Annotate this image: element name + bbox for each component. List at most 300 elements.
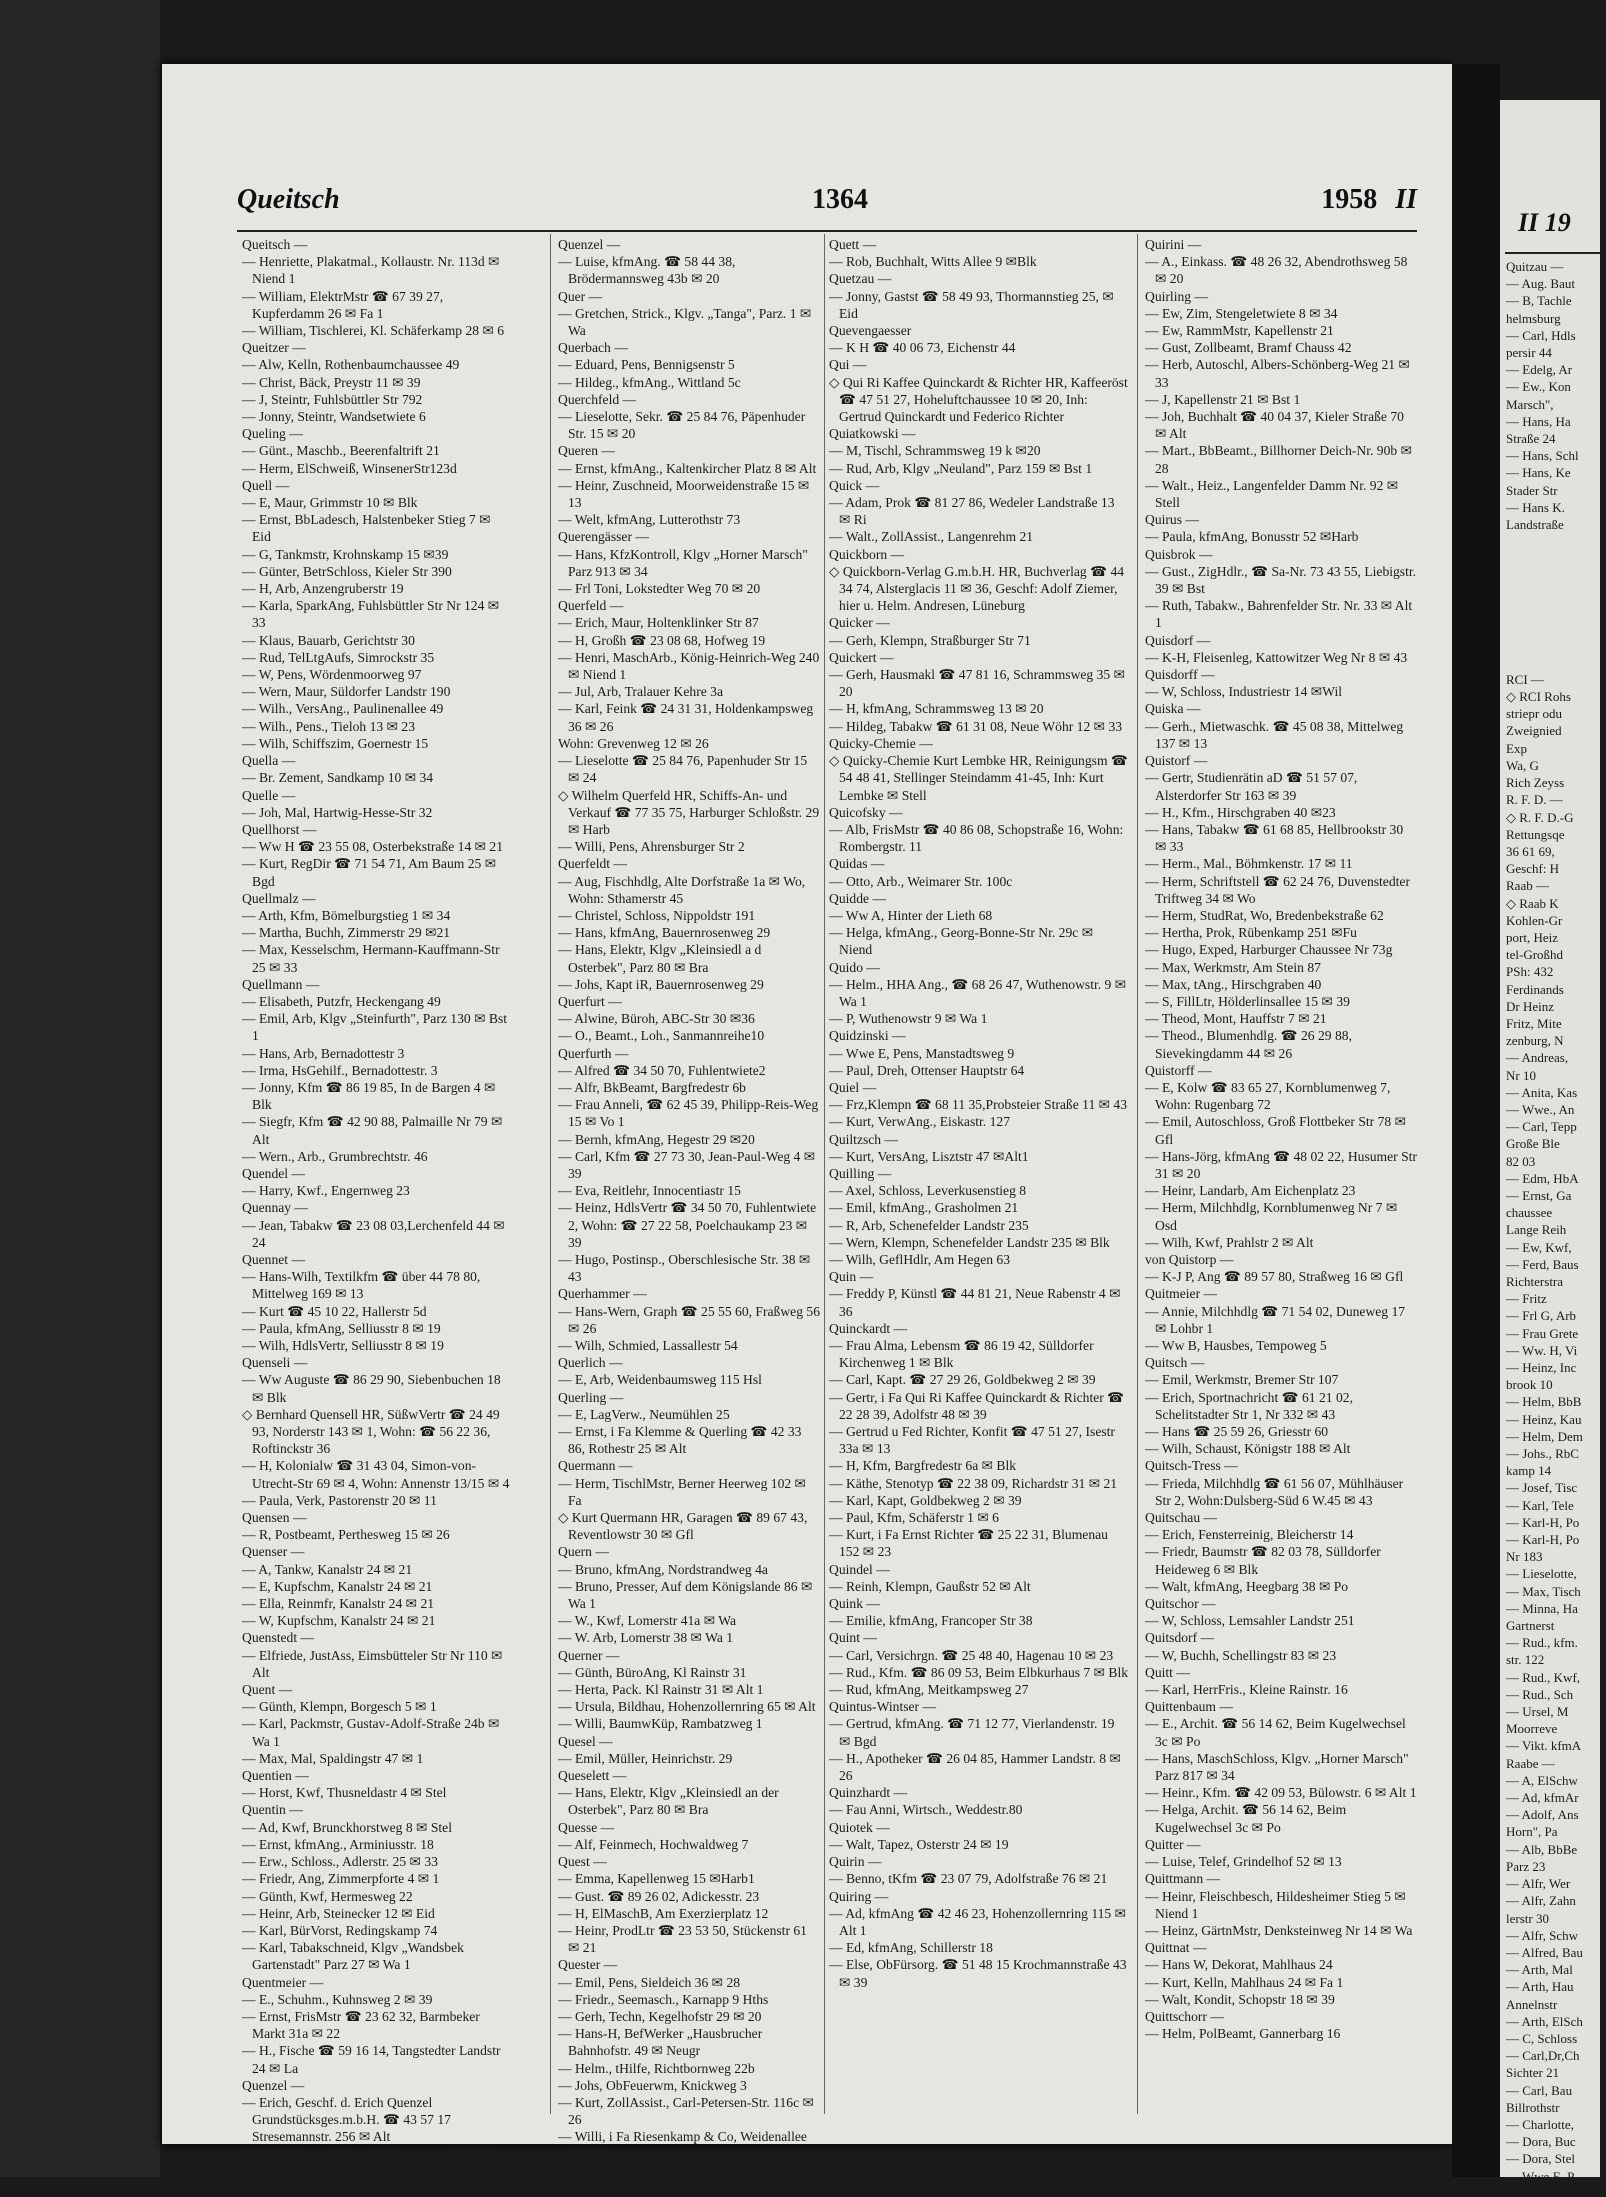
directory-entry: — Theod, Mont, Hauffstr 7 ✉ 21 [1145,1011,1327,1027]
facing-page-line: Dr Heinz [1506,998,1555,1014]
facing-page-line: — Carl, Bau [1506,2082,1573,2098]
facing-page-line: ◇ R. F. D.-G [1506,809,1574,825]
column-divider [1137,234,1138,2114]
directory-entry: — Karla, SparkAng, Fuhlsbüttler Str Nr 124 ✉ 33 [242,598,500,631]
directory-entry: — Paula, kfmAng, Selliusstr 8 ✉ 19 [242,1320,441,1336]
directory-entry: — H, Kfm, Bargfredestr 6a ✉ Blk [829,1458,1017,1474]
directory-entry: — M, Tischl, Schrammsweg 19 k ✉20 [829,443,1041,459]
directory-entry: — Erw., Schloss., Adlerstr. 25 ✉ 33 [242,1854,438,1870]
surname-heading: Quella — [242,753,296,769]
directory-entry: — Heinr, ProdLtr ☎ 23 53 50, Stückenstr 61 ✉ 21 [558,1922,807,1956]
facing-page-line: — Helm, BbB [1506,1394,1582,1410]
directory-entry: — Luise, kfmAng. ☎ 58 44 38, Brödermannsweg 43b ✉ 20 [558,254,736,287]
facing-page-line: — Arth, ElSch [1506,2013,1583,2029]
facing-page-line: — Alb, BbBe [1506,1841,1578,1857]
facing-page-line [1506,533,1606,550]
facing-page-line: — Alfr, Schw [1506,1927,1579,1943]
facing-page-line: Stader Str [1506,482,1558,498]
directory-entry: — Wilh, HdlsVertr, Selliusstr 8 ✉ 19 [242,1338,444,1353]
directory-entry: — Emil, Pens, Sieldeich 36 ✉ 28 [558,1974,741,1990]
surname-heading: Quenser — [242,1544,305,1560]
directory-entry: — Mart., BbBeamt., Billhorner Deich-Nr. 90b ✉ 28 [1145,443,1412,476]
directory-entry: — G, Tankmstr, Krohnskamp 15 ✉39 [242,546,449,562]
facing-page-line: PSh: 432 [1506,964,1554,980]
facing-page-line: — Hans, Ke [1506,465,1571,481]
directory-entry: — Erich, Maur, Holtenklinker Str 87 [558,615,759,631]
directory-entry: — Bruno, kfmAng, Nordstrandweg 4a [558,1561,768,1577]
facing-page-line: — Karl-H, Po [1506,1532,1580,1548]
surname-heading: Quest — [558,1854,607,1870]
directory-entry: — Harry, Kwf., Engernweg 23 [242,1183,410,1199]
facing-page-line: — Charlotte, [1506,2116,1574,2132]
directory-entry: — Willi, i Fa Riesenkamp & Co, Weidenallee 61 ✉ 6 [558,2129,807,2162]
facing-page-line: — Rud., Sch [1506,1686,1574,1702]
directory-entry: — Karl, Tabakschneid, Klgv „Wandsbek Gartenstadt" Parz 27 ✉ Wa 1 [242,1940,464,1973]
directory-entry: — Heinr, Landarb, Am Eichenplatz 23 [1145,1183,1356,1199]
surname-heading: Quitschau — [1145,1510,1218,1526]
directory-entry: — Gertrud, kfmAng. ☎ 71 12 77, Vierlandenstr. 19 ✉ Bgd [829,1716,1115,1749]
directory-entry: — Jean, Tabakw ☎ 23 08 03,Lerchenfeld 44 ✉ 24 [242,1217,505,1250]
directory-entry: — Gust. ☎ 89 26 02, Adickesstr. 23 [558,1888,760,1904]
directory-entry: — Aug, Fischhdlg, Alte Dorfstraße 1a ✉ Wo, Wohn: Sthamerstr 45 [558,873,806,906]
surname-heading: Quitsch — [1145,1355,1205,1371]
surname-heading: Queren — [558,443,615,459]
facing-page-line: Geschf: H [1506,861,1560,877]
directory-entry: — Karl, BürVorst, Redingskamp 74 [242,1922,438,1938]
facing-page-line: — Ww. H, Vi [1506,1342,1578,1358]
surname-heading: Quiltzsch — [829,1131,899,1147]
directory-entry: — Günth, Klempn, Borgesch 5 ✉ 1 [242,1699,437,1715]
surname-heading: Quentien — [242,1768,309,1784]
directory-entry: — Heinr., Kfm. ☎ 42 09 53, Bülowstr. 6 ✉ Alt 1 [1145,1785,1417,1801]
directory-entry: — Paula, kfmAng, Bonusstr 52 ✉Harb [1145,529,1359,545]
directory-entry: — Paula, Verk, Pastorenstr 20 ✉ 11 [242,1492,437,1508]
facing-page-line: Gartnerst [1506,1618,1555,1634]
facing-page-line: — Wwe E, P [1506,2168,1575,2184]
directory-entry: — Emil, Arb, Klgv „Steinfurth", Parz 130 ✉ Bst 1 [242,1011,508,1044]
directory-entry: — Friedr., Seemasch., Karnapp 9 Hths [558,1991,769,2007]
directory-entry: — Herm, Schriftstell ☎ 62 24 76, Duvenstedter Triftweg 34 ✉ Wo [1145,873,1410,906]
directory-entry: — Elfriede, JustAss, Eimsbütteler Str Nr 110 ✉ Alt [242,1647,503,1680]
facing-page-line: — Anita, Kas [1506,1084,1578,1100]
surname-heading: Quittenbaum — [1145,1699,1233,1715]
directory-entry: — Erich, Fensterreinig, Bleicherstr 14 [1145,1527,1354,1543]
facing-page-line: ◇ Raab K [1506,895,1559,911]
directory-entry: — Emil, Müller, Heinrichstr. 29 [558,1750,733,1766]
surname-heading: Querengässer — [558,529,649,545]
facing-page-line: — Josef, Tisc [1506,1480,1578,1496]
directory-entry: — W., Kwf, Lomerstr 41a ✉ Wa [558,1613,737,1629]
surname-heading: Quicofsky — [829,804,903,820]
facing-page-line: — Adolf, Ans [1506,1807,1579,1823]
directory-entry: — Gertr, Studienrätin aD ☎ 51 57 07, Alsterdorfer Str 163 ✉ 39 [1145,770,1358,803]
directory-entry: — Ernst, BbLadesch, Halstenbeker Stieg 7 ✉ Eid [242,512,491,545]
facing-page-line: — Rud., Kwf, [1506,1669,1581,1685]
facing-page [1500,100,1600,2184]
directory-entry: — Horst, Kwf, Thusneldastr 4 ✉ Stel [242,1785,447,1801]
facing-page-line: — Max, Tisch [1506,1583,1581,1599]
surname-heading: Quendel — [242,1165,306,1181]
directory-entry: — Br. Zement, Sandkamp 10 ✉ 34 [242,770,434,786]
directory-entry: — Gust, Zollbeamt, Bramf Chauss 42 [1145,340,1352,356]
surname-heading: Questschke — [558,2163,638,2179]
surname-heading: Quidas — [829,856,885,872]
facing-page-line: Kohlen-Gr [1506,912,1563,928]
surname-heading: Quisbrok — [1145,546,1213,562]
facing-page-line: — Carl, Hdls [1506,327,1576,343]
facing-page-line: — B, Tachle [1506,293,1572,309]
surname-heading: Querbach — [558,340,628,356]
directory-entry: — Erich, Geschf. d. Erich Quenzel Grundstücksges.m.b.H. ☎ 43 57 17 Stresemannstr. 256 ✉ Alt [242,2094,451,2145]
directory-entry: — Wilh, Kwf, Prahlstr 2 ✉ Alt [1145,1234,1314,1250]
directory-entry: — Gertrud u Fed Richter, Konfit ☎ 47 51 27, Isestr 33a ✉ 13 [829,1424,1115,1457]
directory-entry: — Max, tAng., Hirschgraben 40 [1145,976,1322,992]
directory-entry: — Irma, HsGehilf., Bernadottestr. 3 [242,1062,438,1078]
directory-entry: — Gretchen, Strick., Klgv. „Tanga", Parz. 1 ✉ Wa [558,305,812,339]
directory-entry: — Johs, Kapt iR, Bauernrosenweg 29 [558,976,764,992]
facing-page-line: — Alfr, Wer [1506,1876,1571,1892]
directory-entry: — Paul, Kfm, Schäferstr 1 ✉ 6 [829,1510,999,1526]
directory-entry: — Käthe, Stenotyp ☎ 22 38 09, Richardstr 31 ✉ 21 [829,1475,1118,1491]
directory-entry: — Hans, MaschSchloss, Klgv. „Horner Marsch" Parz 817 ✉ 34 [1145,1750,1409,1784]
directory-entry: — H, Kolonialw ☎ 31 43 04, Simon-von-Utrecht-Str 69 ✉ 4, Wohn: Annenstr 13/15 ✉ 4 [242,1458,510,1491]
surname-heading: Quindel — [829,1561,890,1577]
directory-entry: — Henriette, Plakatmal., Kollaustr. Nr. 113d ✉ Niend 1 [242,254,500,287]
facing-page-line: — Hans, Ha [1506,413,1571,429]
directory-entry: — Ed, kfmAng, Schillerstr 18 [829,1940,993,1956]
directory-entry: — Walt, Kondit, Schopstr 18 ✉ 39 [1145,1991,1335,2007]
directory-entry: — Friedr, Baumstr ☎ 82 03 78, Sülldorfer Heideweg 6 ✉ Blk [1145,1544,1381,1577]
surname-heading: Quentin — [242,1802,303,1818]
directory-entry: — Emil, Autoschloss, Groß Flottbeker Str 78 ✉ Gfl [1145,1114,1406,1147]
column-2 [558,236,820,2196]
directory-entry: — Wilh, Schaust, Königstr 188 ✉ Alt [1145,1441,1351,1457]
directory-entry: — Hans-Wern, Graph ☎ 25 55 60, Fraßweg 56 ✉ 26 [558,1303,820,1336]
directory-entry: ◇ Erich Quenzel Grundstücksges. m. b. H. HR, Grundst.-Verwltg. ☎ 43 57 17, Stresemannstr. 256 ✉ Alt Geschf: Erich Quenzel [242,2146,508,2196]
directory-entry: — Bernh, kfmAng, Hegestr 29 ✉20 [558,1131,755,1147]
directory-entry: — Herm, StudRat, Wo, Bredenbekstraße 62 [1145,907,1384,923]
facing-page-line: Annelnstr [1506,1996,1558,2012]
directory-entry: — W, Kupfschm, Kanalstr 24 ✉ 21 [242,1613,436,1629]
directory-entry: — Gerh, Techn, Kegelhofstr 29 ✉ 20 [558,2008,762,2024]
surname-heading: Quilling — [829,1165,892,1181]
directory-entry: — E, Arb, Weidenbaumsweg 115 Hsl [558,1372,762,1388]
directory-entry: — Hildeg, Tabakw ☎ 61 31 08, Neue Wöhr 12 ✉ 33 [829,718,1123,734]
directory-entry: — Hildeg., kfmAng., Wittland 5c [558,374,741,390]
column-divider [550,234,551,2114]
directory-entry: — Frz, Maur, Graudenzer Weg 5 ✉ 43 [558,2180,769,2196]
directory-entry: — Kurt, ZollAssist., Carl-Petersen-Str. 116c ✉ 26 [558,2094,814,2128]
facing-page-line: Billrothstr [1506,2099,1560,2115]
facing-page-line: chaussee [1506,1205,1553,1221]
directory-entry: — W, Pens, Wördenmoorweg 97 [242,667,422,683]
directory-entry: — Ww H ☎ 23 55 08, Osterbekstraße 14 ✉ 21 [242,839,504,855]
surname-heading: Qui — [829,357,867,373]
surname-heading: Quirini — [1145,237,1202,252]
directory-entry: — Henri, MaschArb., König-Heinrich-Weg 240 ✉ Niend 1 [558,649,820,683]
directory-entry: — Lieselotte, Sekr. ☎ 25 84 76, Päpenhuder Str. 15 ✉ 20 [558,409,806,442]
surname-heading: Querhammer — [558,1286,647,1302]
facing-page-line: — A, ElSchw [1506,1772,1578,1788]
surname-heading: Quiotek — [829,1819,890,1835]
directory-entry: — Emilie, kfmAng, Francoper Str 38 [829,1613,1033,1629]
facing-page-line: ◇ RCI Rohs [1506,689,1571,705]
directory-entry: — Ew, Zim, Stengeletwiete 8 ✉ 34 [1145,305,1338,321]
directory-entry: — Elisabeth, Putzfr, Heckengang 49 [242,993,441,1009]
directory-entry: — Wilh, GeflHdlr, Am Hegen 63 [829,1251,1011,1267]
surname-heading: Quint — [829,1630,877,1646]
surname-heading: Quinzhardt — [829,1785,908,1801]
directory-entry: — Kurt ☎ 45 10 22, Hallerstr 5d [242,1303,427,1319]
directory-entry: — Freddy P, Künstl ☎ 44 81 21, Neue Rabenstr 4 ✉ 36 [829,1286,1121,1319]
surname-heading: von Quistorp — [1145,1251,1234,1267]
directory-entry: — Gerh, Hausmakl ☎ 47 81 16, Schrammsweg 35 ✉ 20 [829,667,1126,700]
directory-entry: — Heinz, HdlsVertr ☎ 34 50 70, Fuhlentwiete 2, Wohn: ☎ 27 22 58, Poelchaukamp 23 ✉ 39 [558,1200,817,1250]
directory-entry: ◇ Wilhelm Querfeld HR, Schiffs-An- und Verkauf ☎ 77 35 75, Harburger Schloßstr. 29 ✉ Harb [558,787,820,837]
directory-entry: — Frz,Klempn ☎ 68 11 35,Probsteier Straße 11 ✉ 43 [829,1097,1128,1113]
surname-heading: Querfeld — [558,598,624,614]
directory-entry: — Ernst, FrisMstr ☎ 23 62 32, Barmbeker Markt 31a ✉ 22 [242,2008,480,2042]
surname-heading: Querner — [558,1647,620,1663]
surname-heading: Quidzinski — [829,1028,906,1044]
directory-entry: — Else, ObFürsorg. ☎ 51 48 15 Krochmannstraße 43 ✉ 39 [829,1957,1127,1990]
surname-heading: Quermann — [558,1458,633,1474]
directory-entry: — Kurt, VerwAng., Eiskastr. 127 [829,1114,1010,1130]
surname-heading: Quellhorst — [242,821,317,837]
facing-page-line: Quitzau — [1506,259,1564,274]
facing-page-line [1506,568,1606,585]
directory-entry: — Wilh., Pens., Tieloh 13 ✉ 23 [242,718,415,734]
facing-page-line: — Minna, Ha [1506,1600,1578,1616]
directory-entry: — Emma, Kapellenweg 15 ✉Harb1 [558,1871,755,1887]
directory-entry: — E, LagVerw., Neumühlen 25 [558,1406,730,1422]
surname-heading: Quistorff — [1145,1062,1212,1078]
directory-entry: — W, Schloss, Industriestr 14 ✉Wil [1145,684,1343,700]
directory-entry: — H, Arb, Anzengruberstr 19 [242,581,404,597]
facing-page-line: str. 122 [1506,1652,1545,1668]
directory-entry: — Karl, HerrFris., Kleine Rainstr. 16 [1145,1682,1348,1698]
directory-entry: — Ruth, Tabakw., Bahrenfelder Str. Nr. 33 ✉ Alt 1 [1145,598,1413,631]
facing-page-line: Parz 23 [1506,1858,1546,1874]
directory-entry: — Emil, Werkmstr, Bremer Str 107 [1145,1372,1339,1388]
directory-entry: — Siegfr, Kfm ☎ 42 90 88, Palmaille Nr 79 ✉ Alt [242,1114,503,1147]
surname-heading: Quell — [242,477,290,493]
surname-heading: Quelle — [242,787,296,803]
surname-heading: Quicker — [829,615,890,631]
directory-entry: — Jonny, Gastst ☎ 58 49 93, Thormannstieg 25, ✉ Eid [829,288,1114,321]
directory-entry: — E., Schuhm., Kuhnsweg 2 ✉ 39 [242,1991,433,2007]
directory-entry: — Emil, kfmAng., Grasholmen 21 [829,1200,1019,1216]
directory-entry: — Alw, Kelln, Rothenbaumchaussee 49 [242,357,460,373]
surname-heading: Quiring — [829,1888,889,1904]
facing-page-line: — Ad, kfmAr [1506,1790,1579,1806]
directory-entry: — Heinr, Fleischbesch, Hildesheimer Stieg 5 ✉ Niend 1 [1145,1888,1406,1921]
surname-heading: Querchfeld — [558,391,637,407]
directory-entry: — Rud, kfmAng, Meitkampsweg 27 [829,1682,1029,1698]
facing-page-line: — Frau Grete [1506,1325,1579,1341]
facing-page-column [1506,258,1606,2185]
directory-entry: — Rud, TelLtgAufs, Simrockstr 35 [242,649,435,665]
header-rule [237,230,1417,232]
directory-entry: — Alf, Feinmech, Hochwaldweg 7 [558,1836,749,1852]
surname-heading: Quido — [829,959,880,975]
directory-entry: — Luise, Telef, Grindelhof 52 ✉ 13 [1145,1854,1342,1870]
facing-page-line: Exp [1506,740,1527,756]
surname-heading: Quinckardt — [829,1320,908,1336]
facing-page-line: Lange Reih [1506,1222,1567,1238]
directory-entry: — R, Arb, Schenefelder Landstr 235 [829,1217,1029,1233]
surname-heading: Quester — [558,1957,618,1973]
facing-page-line: kamp 14 [1506,1463,1552,1479]
directory-entry: — Carl, Versichrgn. ☎ 25 48 40, Hagenau 10 ✉ 23 [829,1647,1114,1663]
directory-entry: — Hertha, Prok, Rübenkamp 251 ✉Fu [1145,925,1357,941]
directory-entry: — Heinr, Zuschneid, Moorweidenstraße 15 ✉ 13 [558,477,810,511]
facing-page-line: Horn", Pa [1506,1824,1558,1840]
surname-heading: Quitsch-Tress — [1145,1458,1238,1474]
directory-entry: — Ew, RammMstr, Kapellenstr 21 [1145,323,1334,339]
surname-heading: Quittnat — [1145,1940,1207,1956]
facing-page-line: — Heinz, Kau [1506,1411,1582,1427]
facing-page-line [1506,619,1606,636]
facing-page-line: — Hans, Schl [1506,448,1579,464]
surname-heading: Quett — [829,237,877,252]
directory-entry: — Willi, BaumwKüp, Rambatzweg 1 [558,1716,763,1732]
directory-entry: — Klaus, Bauarb, Gerichtstr 30 [242,632,415,648]
surname-heading: Quiel — [829,1079,877,1095]
facing-page-line: persir 44 [1506,345,1552,361]
directory-entry: — Frl Toni, Lokstedter Weg 70 ✉ 20 [558,581,761,597]
directory-entry: — Ernst, kfmAng., Kaltenkircher Platz 8 ✉ Alt [558,460,817,476]
directory-entry: — Lieselotte ☎ 25 84 76, Papenhuder Str 15 ✉ 24 [558,753,808,786]
directory-entry: — Herm, TischlMstr, Berner Heerweg 102 ✉ Fa [558,1475,806,1508]
directory-entry: — William, Tischlerei, Kl. Schäferkamp 28 ✉ 6 [242,323,505,339]
surname-heading: Quentmeier — [242,1974,324,1990]
facing-page-line: 82 03 [1506,1153,1536,1169]
directory-entry: — Adam, Prok ☎ 81 27 86, Wedeler Landstraße 13 ✉ Ri [829,495,1115,528]
facing-page-line: Nr 10 [1506,1067,1536,1083]
facing-page-line: — Alfr, Zahn [1506,1893,1576,1909]
directory-entry: — A, Tankw, Kanalstr 24 ✉ 21 [242,1561,413,1577]
directory-entry: — Ww B, Hausbes, Tempoweg 5 [1145,1338,1327,1353]
directory-entry: — Hans, Elektr, Klgv „Kleinsiedl an der Osterbek", Parz 80 ✉ Bra [558,1785,779,1818]
directory-entry: — Ad, Kwf, Brunckhorstweg 8 ✉ Stel [242,1819,452,1835]
surname-heading: Quick — [829,477,880,493]
directory-entry: — Günth, Kwf, Hermesweg 22 [242,1888,413,1904]
directory-entry: — Helm., HHA Ang., ☎ 68 26 47, Wuthenowstr. 9 ✉ Wa 1 [829,976,1127,1009]
surname-heading: Querfurth — [558,1045,629,1061]
directory-entry: — H, Großh ☎ 23 08 68, Hofweg 19 [558,632,766,648]
facing-header-rule [1505,252,1600,254]
directory-entry: — Kurt, VersAng, Lisztstr 47 ✉Alt1 [829,1148,1029,1164]
facing-page-line: Rettungsqe [1506,826,1565,842]
directory-entry: — K-H, Fleisenleg, Kattowitzer Weg Nr 8 ✉ 43 [1145,649,1408,665]
surname-heading: Quintus-Wintser — [829,1699,937,1715]
surname-heading: Quisdorf — [1145,632,1211,648]
facing-page-line: — Heinz, Inc [1506,1360,1577,1375]
directory-entry: — Heinr, Arb, Steinecker 12 ✉ Eid [242,1905,435,1921]
facing-page-line: Marsch", [1506,396,1554,412]
facing-page-line: Zweignied [1506,723,1562,739]
directory-entry: — Rud, Arb, Klgv „Neuland", Parz 159 ✉ Bst 1 [829,460,1093,476]
year: 1958 [1321,184,1378,215]
facing-page-line: — Arth, Hau [1506,1979,1574,1995]
directory-entry: — Willi, Pens, Ahrensburger Str 2 [558,839,745,855]
column-3 [829,236,1129,2121]
directory-entry: — Wilh, Schiffszim, Goernestr 15 [242,735,429,751]
facing-page-line [1506,585,1606,602]
directory-entry: — Christel, Schloss, Nippoldstr 191 [558,907,756,923]
facing-page-line: — Karl-H, Po [1506,1514,1580,1530]
directory-entry: — H., Kfm., Hirschgraben 40 ✉23 [1145,804,1336,820]
directory-entry: ◇ Quickborn-Verlag G.m.b.H. HR, Buchverlag ☎ 44 34 74, Alsterglacis 11 ✉ 36, Geschf: Adolf Ziemer, hier u. Helm. Andresen, Lüneburg [829,563,1125,614]
facing-page-line: — Carl,Dr,Ch [1506,2048,1580,2064]
facing-page-line: Rich Zeyss [1506,775,1565,791]
directory-entry: — E., Archit. ☎ 56 14 62, Beim Kugelwechsel 3c ✉ Po [1145,1716,1406,1749]
facing-page-line: — Edm, HbA [1506,1170,1579,1186]
facing-page-line: — C, Schloss [1506,2030,1578,2046]
directory-entry: — H, ElMaschB, Am Exerzierplatz 12 [558,1905,769,1921]
surname-heading: Quellmalz — [242,890,316,906]
directory-entry: — Gust., ZigHdlr., ☎ Sa-Nr. 73 43 55, Liebigstr. 39 ✉ Bst [1145,563,1417,597]
surname-heading: Quirling — [1145,288,1209,304]
directory-entry: ◇ Quicky-Chemie Kurt Lembke HR, Reinigungsm ☎ 54 48 41, Stellinger Steindamm 41-45, Inh: Kurt Lembke ✉ Stell [829,753,1128,803]
facing-page-line: — Wwe., An [1506,1101,1575,1117]
facing-page-line [1506,654,1606,671]
directory-entry: — Herm, ElSchweiß, WinsenerStr123d [242,460,457,476]
facing-page-line [1506,636,1606,653]
directory-entry: — H., Apotheker ☎ 26 04 85, Hammer Landstr. 8 ✉ 26 [829,1750,1121,1784]
volume: II [1395,184,1417,215]
directory-entry: — Herb, Autoschl, Albers-Schönberg-Weg 21 ✉ 33 [1145,357,1410,390]
facing-page-line: Nr 183 [1506,1549,1543,1565]
directory-entry: — Alb, FrisMstr ☎ 40 86 08, Schopstraße 16, Wohn: Rombergstr. 11 [829,821,1124,855]
directory-entry: — Walt., Heiz., Langenfelder Damm Nr. 92 ✉ Stell [1145,477,1399,511]
facing-page-line: — Ferd, Baus [1506,1256,1579,1272]
facing-page-line: lerstr 30 [1506,1910,1549,1926]
directory-entry: — Hugo, Postinsp., Oberschlesische Str. 38 ✉ 43 [558,1251,811,1285]
surname-heading: Querling — [558,1389,624,1405]
directory-entry: — Friedr, Ang, Zimmerpforte 4 ✉ 1 [242,1871,440,1887]
facing-page-line: — Johs., RbC [1506,1446,1579,1462]
directory-entry: — Karl, Kapt, Goldbekweg 2 ✉ 39 [829,1492,1022,1508]
facing-page-line: — Dora, Stel [1506,2151,1575,2167]
facing-page-line: Straße 24 [1506,431,1556,447]
directory-entry: — William, ElektrMstr ☎ 67 39 27, Kupferdamm 26 ✉ Fa 1 [242,288,444,321]
directory-entry: — Carl, Kapt. ☎ 27 29 26, Goldbekweg 2 ✉ 39 [829,1372,1096,1388]
surname-heading: Quer — [558,288,603,304]
facing-page-line: — Carl, Tepp [1506,1119,1577,1135]
directory-entry: — J, Kapellenstr 21 ✉ Bst 1 [1145,391,1301,407]
running-head-keyword: Queitsch [237,184,340,215]
surname-heading: Quickborn — [829,546,905,562]
surname-heading: Queitzer — [242,340,306,356]
directory-entry: — Walt., ZollAssist., Langenrehm 21 [829,529,1034,545]
facing-page-line: — Helm, Dem [1506,1428,1583,1444]
directory-entry: — Helga, Archit. ☎ 56 14 62, Beim Kugelwechsel 3c ✉ Po [1145,1802,1347,1835]
surname-heading: Quenzel — [558,237,621,252]
directory-entry: — E, Kolw ☎ 83 65 27, Kornblumenweg 7, Wohn: Rugenbarg 72 [1145,1079,1391,1113]
surname-heading: Quern — [558,1544,609,1560]
facing-page-line: — Vikt. kfmA [1506,1738,1582,1754]
surname-heading: Quiska — [1145,701,1201,717]
directory-entry: — J, Steintr, Fuhlsbüttler Str 792 [242,391,423,407]
surname-heading: Quitmeier — [1145,1286,1218,1302]
directory-entry: — Gerh, Klempn, Straßburger Str 71 [829,632,1031,648]
facing-page-line: Fritz, Mite [1506,1015,1562,1031]
directory-entry: — Paul, Dreh, Ottenser Hauptstr 64 [829,1062,1025,1078]
surname-heading: Quesel — [558,1733,613,1749]
surname-heading: Querfeldt — [558,856,628,872]
